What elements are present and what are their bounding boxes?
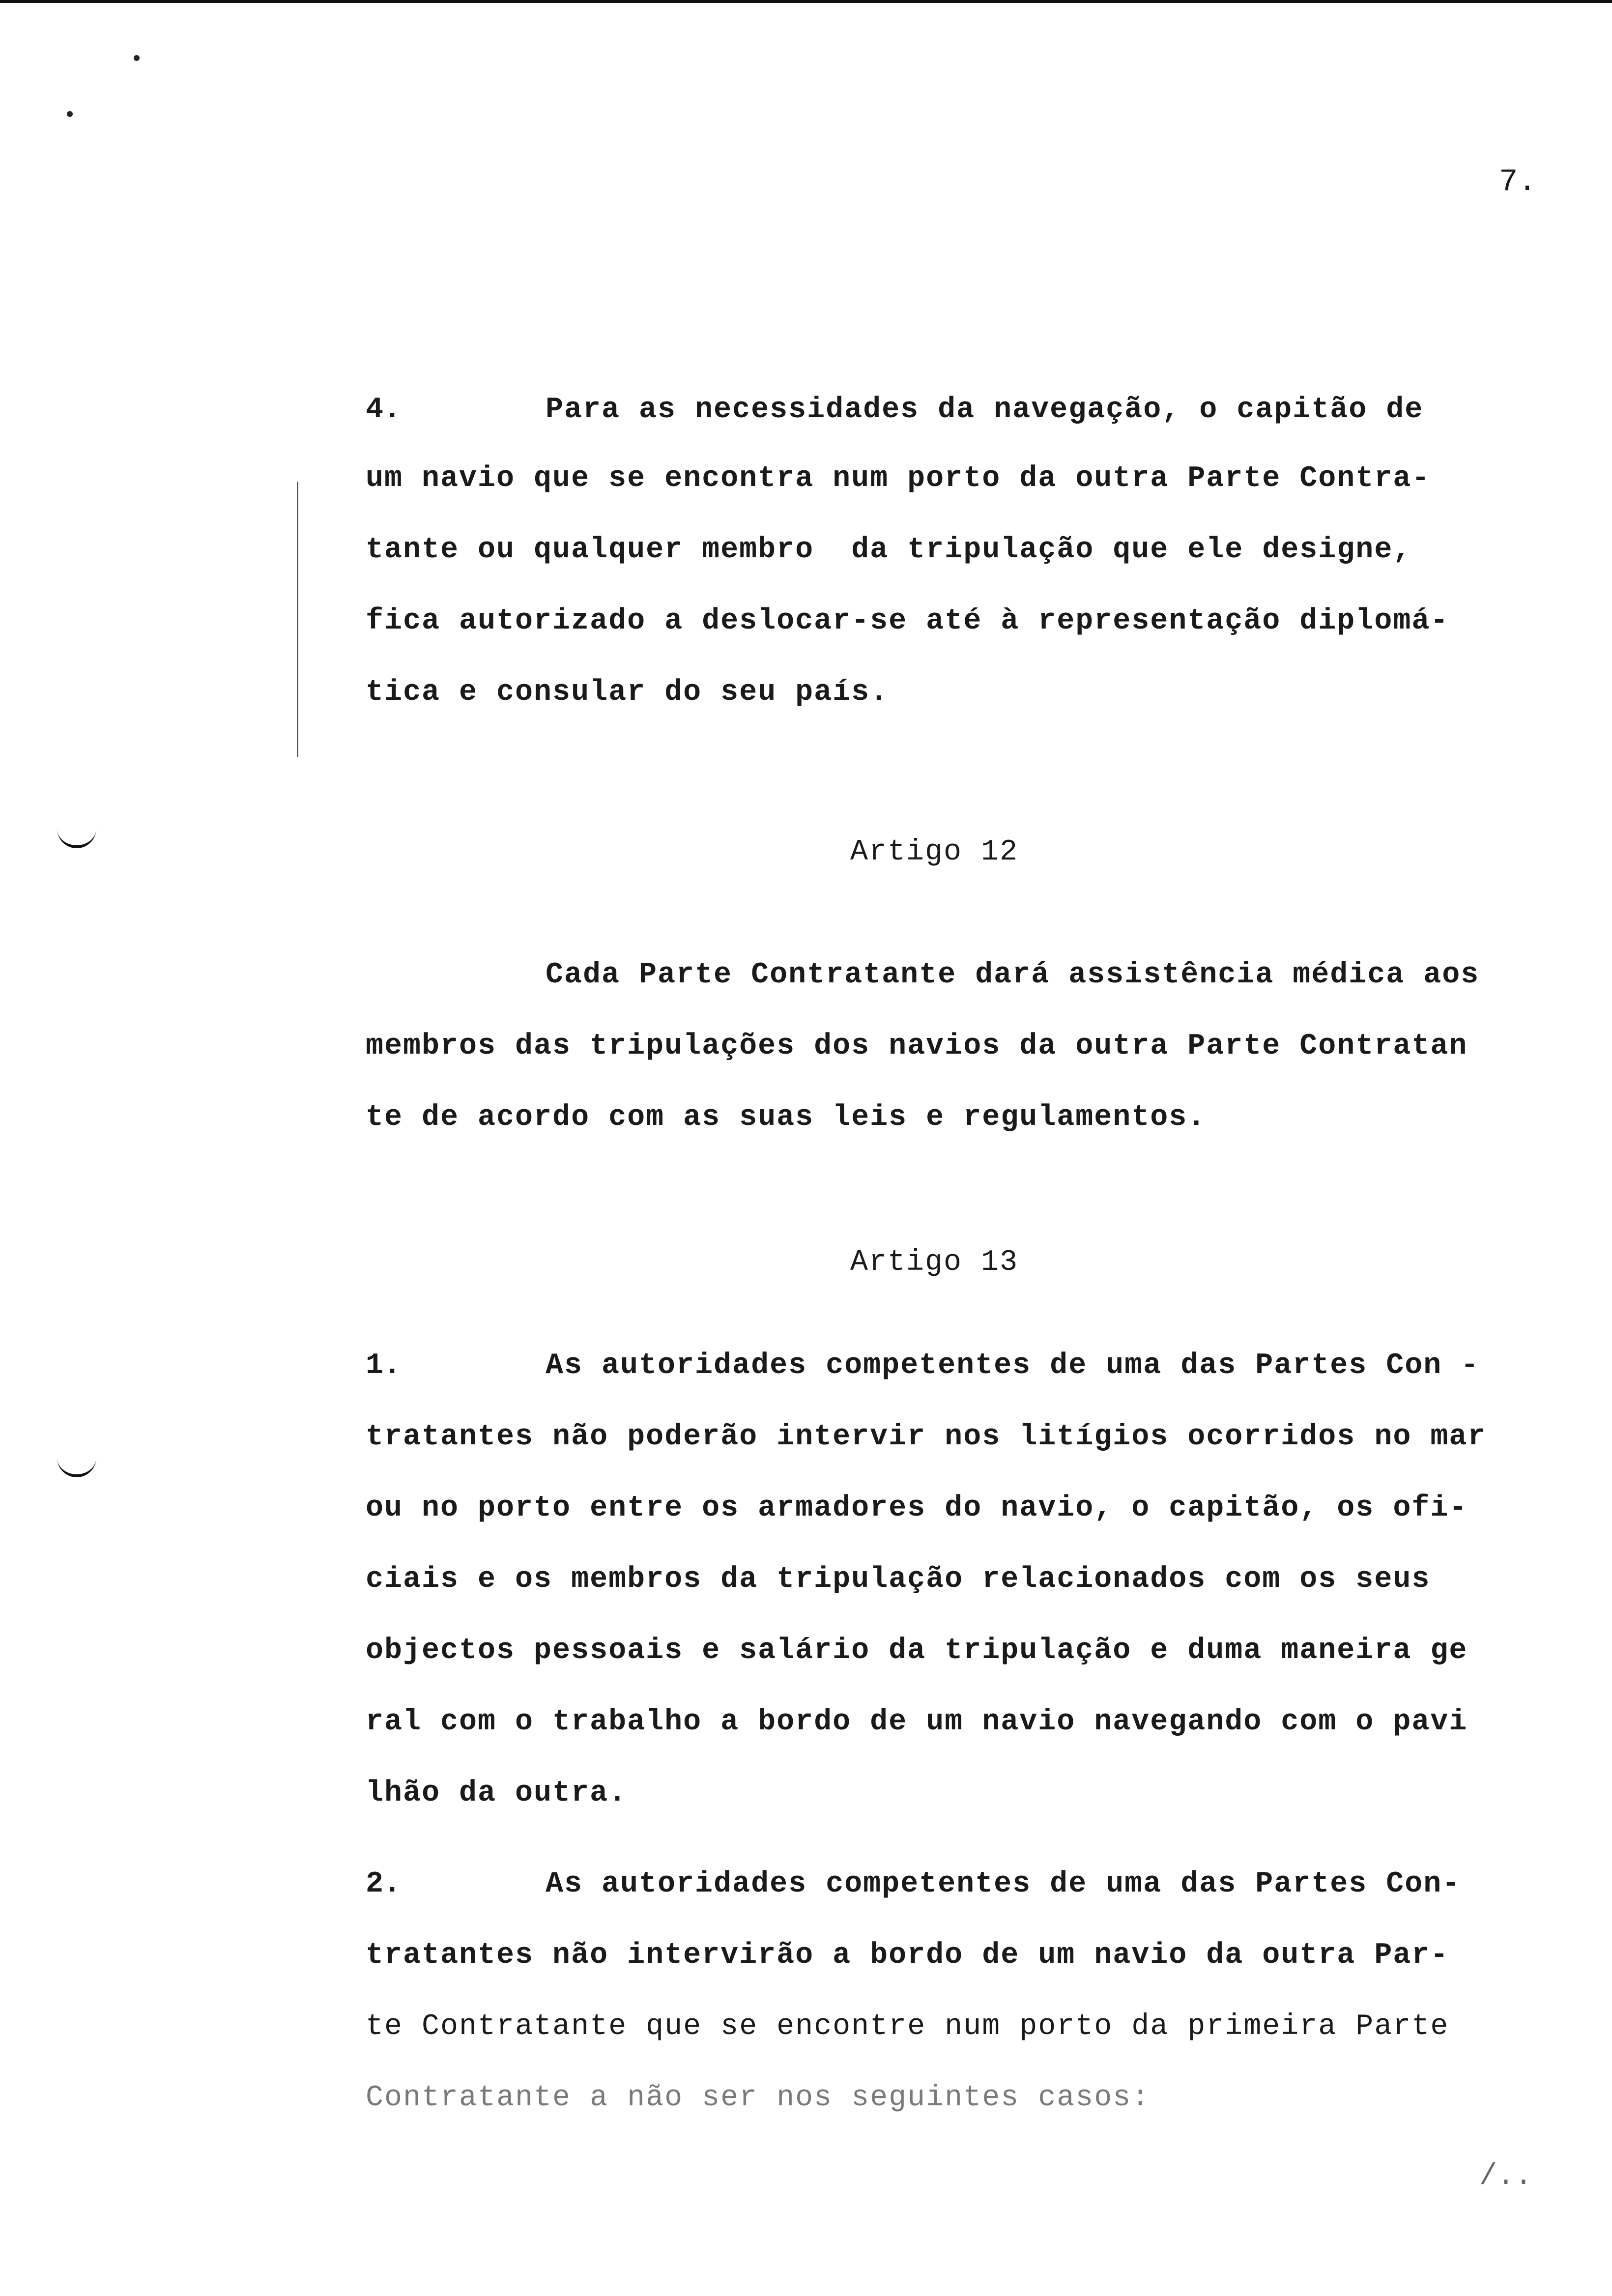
item-number: 2. <box>366 1867 402 1901</box>
page-number: 7. <box>1499 165 1537 200</box>
top-border <box>0 0 1612 3</box>
margin-line <box>297 482 298 757</box>
item-number: 4. <box>366 393 402 427</box>
paragraph-line: Cada Parte Contratante dará assistência médica aos <box>546 958 1480 992</box>
binder-hole-mark <box>57 826 96 848</box>
paragraph-line: ciais e os membros da tripulação relacionados com os seus <box>366 1563 1431 1596</box>
item-number: 1. <box>366 1349 402 1382</box>
paragraph-line: tica e consular do seu país. <box>366 676 889 709</box>
continuation-mark: /.. <box>1479 2160 1533 2193</box>
paragraph-line: Para as necessidades da navegação, o capitão de <box>546 393 1424 427</box>
paragraph-line: Contratante a não ser nos seguintes casos: <box>366 2081 1151 2115</box>
stray-mark <box>134 55 140 61</box>
paragraph-line: ou no porto entre os armadores do navio, o capitão, os ofi- <box>366 1492 1468 1525</box>
article-heading: Artigo 12 <box>850 835 1019 869</box>
paragraph-line: um navio que se encontra num porto da outra Parte Contra- <box>366 462 1431 495</box>
paragraph-line: fica autorizado a deslocar-se até à representação diplomá- <box>366 604 1449 638</box>
paragraph-line: As autoridades competentes de uma das Partes Con - <box>546 1349 1480 1382</box>
paragraph-line: tratantes não intervirão a bordo de um navio da outra Par- <box>366 1939 1449 1972</box>
paragraph-line: tratantes não poderão intervir nos litígios ocorridos no mar <box>366 1420 1487 1454</box>
paragraph-line: te de acordo com as suas leis e regulamentos. <box>366 1101 1207 1134</box>
stray-mark <box>67 111 73 117</box>
paragraph-line: te Contratante que se encontre num porto da primeira Parte <box>366 2010 1449 2043</box>
paragraph-line: ral com o trabalho a bordo de um navio navegando com o pavi <box>366 1705 1468 1739</box>
binder-hole-mark <box>57 1455 96 1477</box>
paragraph-line: objectos pessoais e salário da tripulação e duma maneira ge <box>366 1634 1468 1667</box>
paragraph-line: lhão da outra. <box>366 1777 628 1810</box>
article-heading: Artigo 13 <box>850 1246 1019 1279</box>
paragraph-line: tante ou qualquer membro da tripulação que ele designe, <box>366 533 1412 567</box>
paragraph-line: As autoridades competentes de uma das Partes Con- <box>546 1867 1461 1901</box>
paragraph-line: membros das tripulações dos navios da outra Parte Contratan <box>366 1030 1468 1063</box>
